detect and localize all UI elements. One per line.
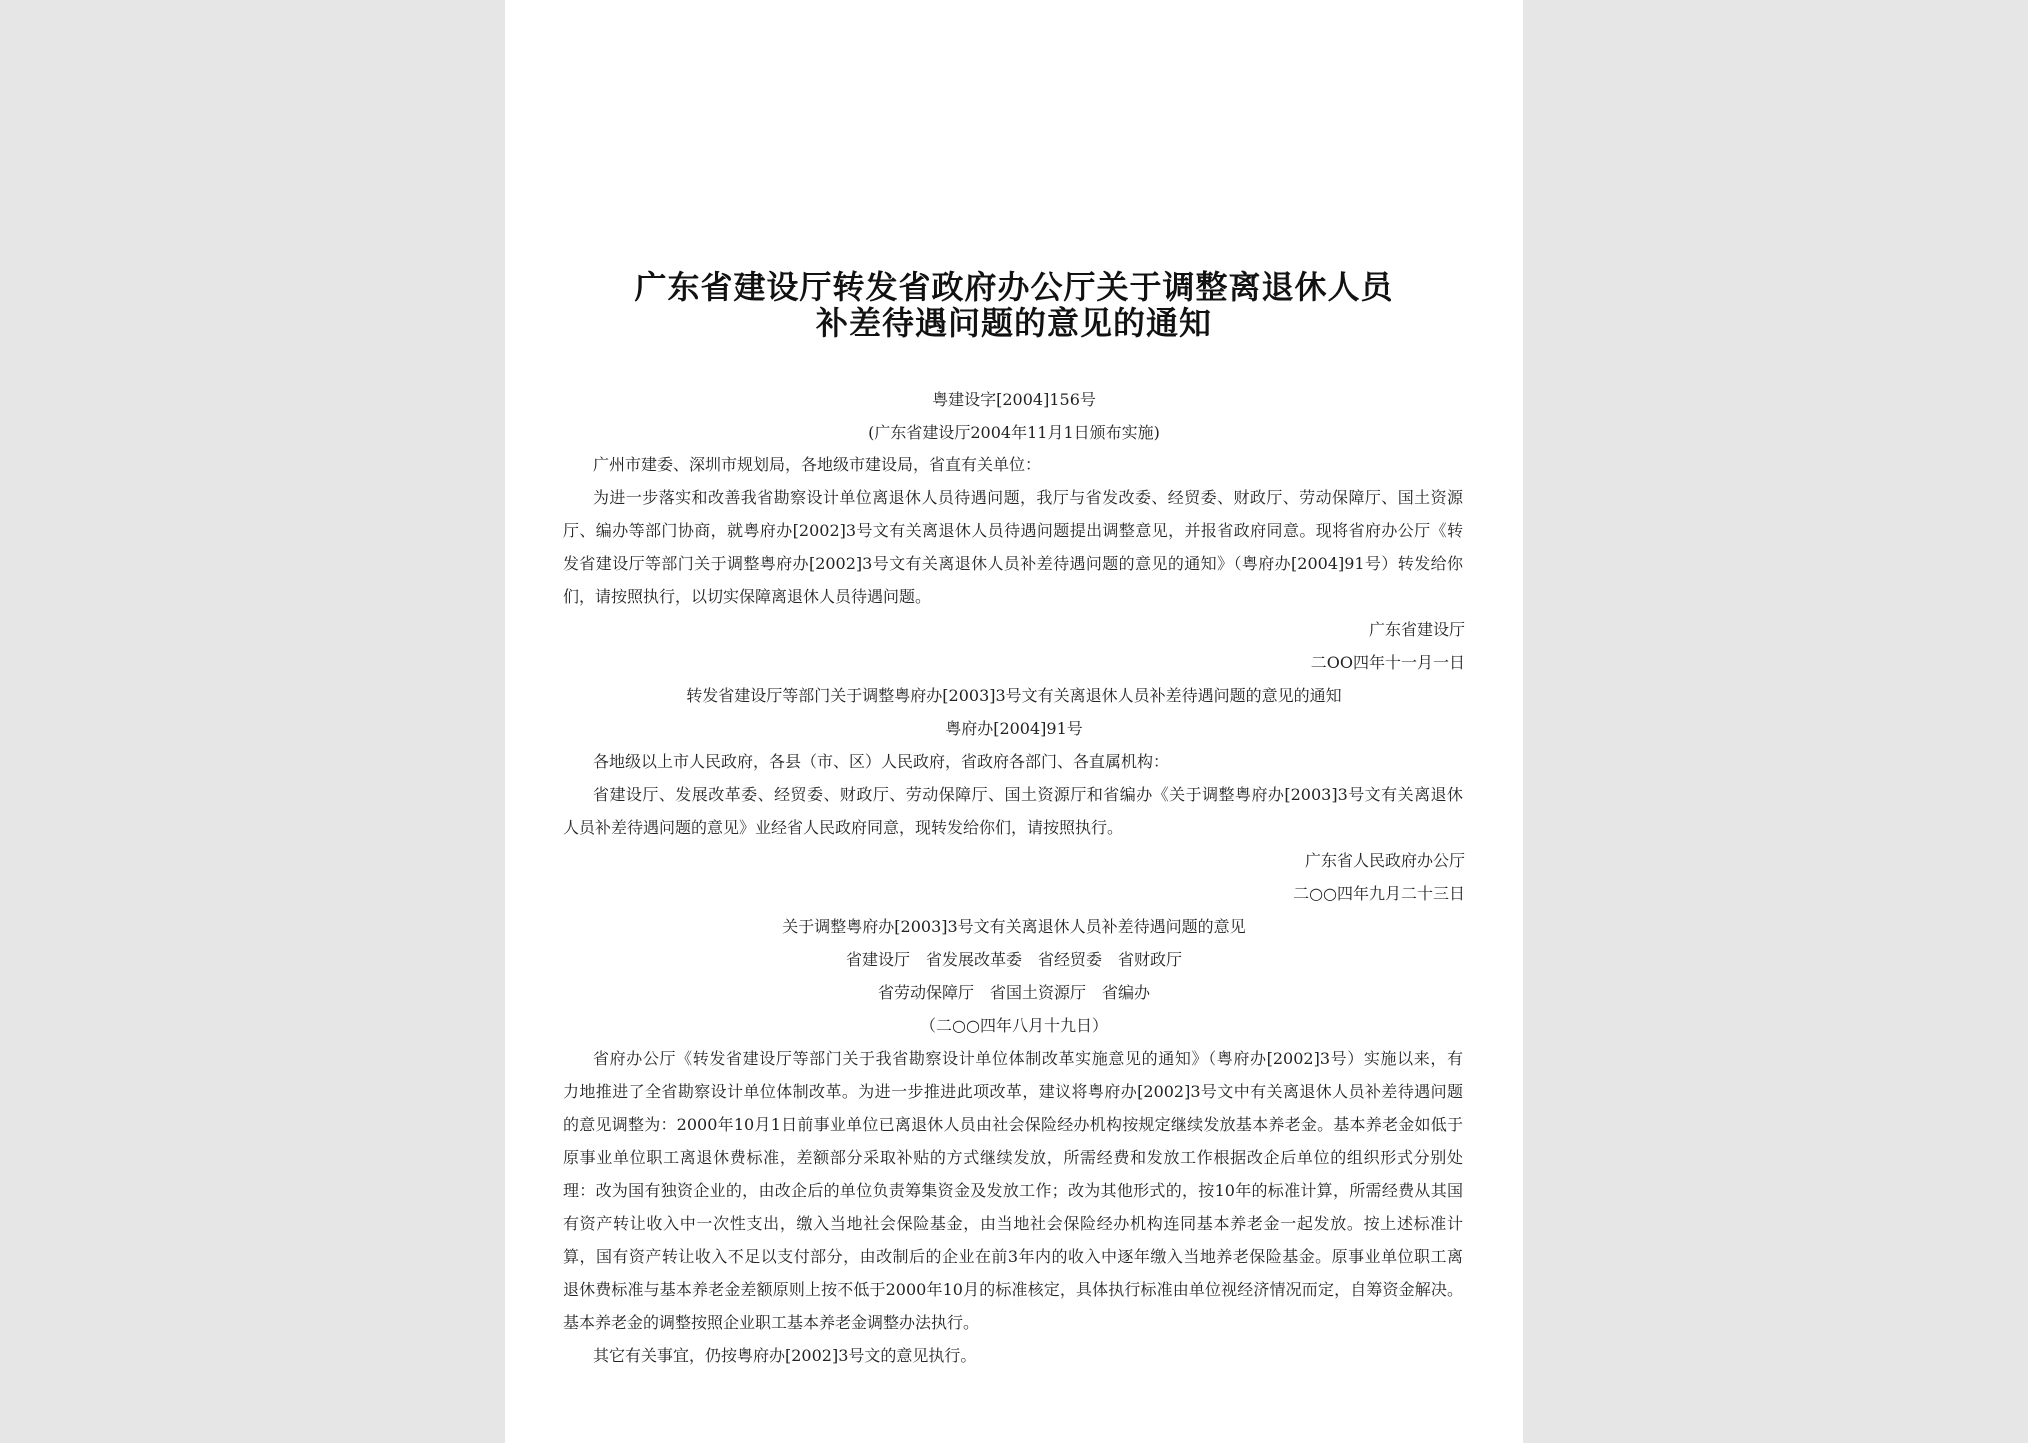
paragraph-1-line: 们，请按照执行，以切实保障离退休人员待遇问题。 [563,587,932,606]
paragraph-1-line: 发省建设厅等部门关于调整粤府办[2002]3号文有关离退休人员补差待遇问题的意见的通知》（粤府办[2004]91号）转发给你 [563,554,1463,573]
date-2: 二○○四年九月二十三日 [1293,884,1465,903]
paragraph-3-line: 的意见调整为：2000年10月1日前事业单位已离退休人员由社会保险经办机构按规定继续发放基本养老金。基本养老金如低于 [563,1115,1463,1134]
paragraph-3-line: 理：改为国有独资企业的，由改企后的单位负责筹集资金及发放工作；改为其他形式的，按10年的标准计算，所需经费从其国 [563,1181,1463,1200]
paragraph-1-line: 为进一步落实和改善我省勘察设计单位离退休人员待遇问题，我厅与省发改委、经贸委、财政厅、劳动保障厅、国土资源 [593,488,1463,507]
issue-note: (广东省建设厅2004年11月1日颁布实施) [868,423,1160,442]
sub-title-2: 关于调整粤府办[2003]3号文有关离退休人员补差待遇问题的意见 [782,917,1246,936]
paragraph-1-line: 厅、编办等部门协商，就粤府办[2002]3号文有关离退休人员待遇问题提出调整意见，并报省政府同意。现将省府办公厅《转 [563,521,1463,540]
paragraph-3-line: 算，国有资产转让收入不足以支付部分，由改制后的企业在前3年内的收入中逐年缴入当地养老保险基金。原事业单位职工离 [563,1247,1463,1266]
addressee-1: 广州市建委、深圳市规划局，各地级市建设局，省直有关单位： [593,455,1042,474]
paragraph-3-line: 省府办公厅《转发省建设厅等部门关于我省勘察设计单位体制改革实施意见的通知》（粤府办[2002]3号）实施以来，有 [593,1049,1463,1068]
paragraph-3-line: 力地推进了全省勘察设计单位体制改革。为进一步推进此项改革，建议将粤府办[2002]3号文中有关离退休人员补差待遇问题 [563,1082,1463,1101]
date-1: 二OO四年十一月一日 [1310,653,1465,672]
addressee-2: 各地级以上市人民政府，各县（市、区）人民政府，省政府各部门、各直属机构： [593,752,1170,771]
paragraph-3-line: 退休费标准与基本养老金差额原则上按不低于2000年10月的标准核定，具体执行标准由单位视经济情况而定，自筹资金解决。 [563,1280,1463,1299]
date-3: （二○○四年八月十九日） [920,1016,1108,1035]
doc-number: 粤建设字[2004]156号 [932,390,1096,409]
signature-1: 广东省建设厅 [1368,620,1465,639]
document-title-line-1: 广东省建设厅转发省政府办公厅关于调整离退休人员 [634,268,1394,306]
document-page [505,0,1523,1443]
signature-2: 广东省人民政府办公厅 [1304,851,1465,870]
paragraph-3-line: 基本养老金的调整按照企业职工基本养老金调整办法执行。 [563,1313,980,1332]
paragraph-2-line: 省建设厅、发展改革委、经贸委、财政厅、劳动保障厅、国土资源厅和省编办《关于调整粤府办[2003]3号文有关离退休 [593,785,1463,804]
sub-title-1: 转发省建设厅等部门关于调整粤府办[2003]3号文有关离退休人员补差待遇问题的意见的通知 [686,686,1342,705]
paragraph-4: 其它有关事宜，仍按粤府办[2002]3号文的意见执行。 [593,1346,977,1365]
paragraph-3-line: 原事业单位职工离退休费标准，差额部分采取补贴的方式继续发放，所需经费和发放工作根据改企后单位的组织形式分别处 [563,1148,1463,1167]
doc-number-2: 粤府办[2004]91号 [945,719,1083,738]
departments-line-1: 省建设厅 省发展改革委 省经贸委 省财政厅 [845,950,1182,969]
departments-line-2: 省劳动保障厅 省国土资源厅 省编办 [877,983,1150,1002]
paragraph-2-line: 人员补差待遇问题的意见》业经省人民政府同意，现转发给你们，请按照执行。 [563,818,1124,837]
paragraph-3-line: 有资产转让收入中一次性支出，缴入当地社会保险基金，由当地社会保险经办机构连同基本养老金一起发放。按上述标准计 [563,1214,1463,1233]
document-title-line-2: 补差待遇问题的意见的通知 [815,304,1212,342]
